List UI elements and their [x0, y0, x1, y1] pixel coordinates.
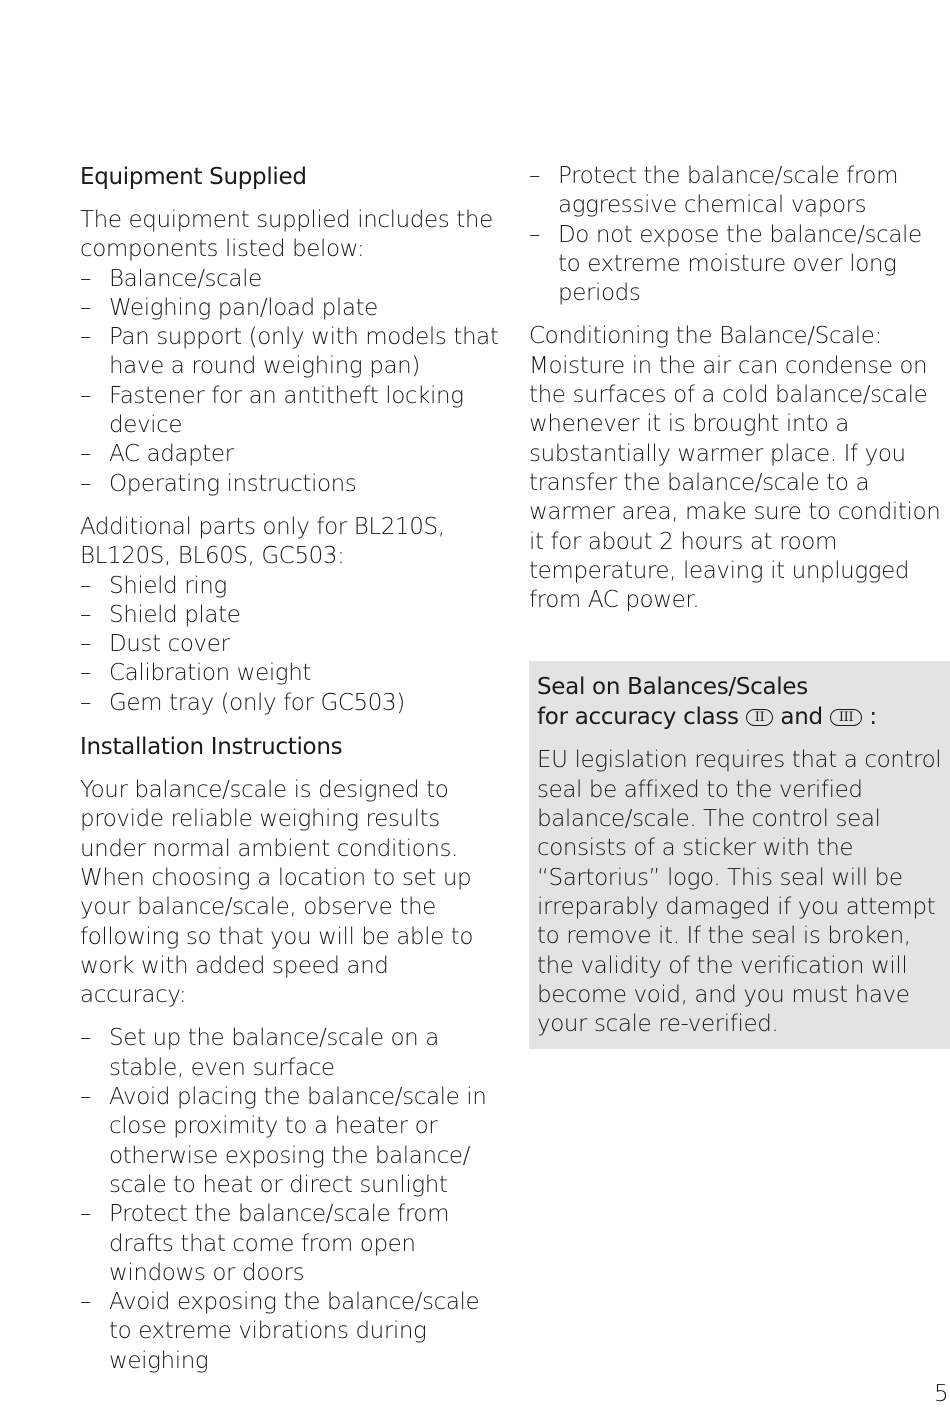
equipment-intro: The equipment supplied includes the components listed below:: [80, 207, 493, 263]
list-item: – Protect the balance/scale from drafts that come from open windows or doors: [80, 1200, 500, 1288]
list-item: – AC adapter: [80, 440, 500, 469]
seal-info-box: [529, 661, 950, 1049]
seal-heading-line1: Seal on Balances/Scales: [537, 674, 808, 701]
list-item: – Calibration weight: [80, 659, 500, 688]
additional-parts-intro: Additional parts only for BL210S, BL120S, BL60S, GC503:: [80, 513, 445, 570]
accuracy-class-ii-icon: II: [746, 709, 774, 726]
left-column: [80, 162, 500, 1390]
installation-heading: Installation Instructions: [80, 734, 343, 761]
precautions-list: [529, 162, 950, 308]
conditioning-text: Conditioning the Balance/Scale: Moisture in the air can condense on the surfaces of a cold balance/scale whenever it is brought into a substantially warmer place. If you transfer the balance/scale to a warmer area, make sure to condition it for about 2 hours at room temperature, leaving it unplugged from AC power.: [529, 323, 941, 614]
list-item: – Protect the balance/scale from aggressive chemical vapors: [529, 162, 950, 221]
list-item: – Fastener for an antitheft locking device: [80, 382, 500, 441]
equipment-list: [80, 265, 500, 499]
list-item: – Pan support (only with models that have a round weighing pan): [80, 323, 500, 382]
list-item: – Do not expose the balance/scale to extreme moisture over long periods: [529, 221, 950, 309]
list-item: – Operating instructions: [80, 470, 500, 499]
list-item: – Set up the balance/scale on a stable, even surface: [80, 1024, 500, 1083]
installation-list: [80, 1024, 500, 1376]
installation-text: Your balance/scale is designed to provide reliable weighing results under normal ambient conditions. When choosing a location to set up your balance/scale, observe the following so that you will be able to work with added speed and accuracy:: [80, 777, 474, 1009]
equipment-heading: Equipment Supplied: [80, 164, 307, 190]
seal-heading-and: and: [780, 703, 823, 730]
list-item: – Gem tray (only for GC503): [80, 689, 500, 718]
seal-heading-colon: :: [869, 703, 877, 730]
list-item: – Dust cover: [80, 630, 500, 659]
list-item: – Shield ring: [80, 572, 500, 601]
seal-text: EU legislation requires that a control seal be affixed to the verified balance/scale. The control seal consists of a sticker with the “Sartorius” logo. This seal will be irreparably damaged if you attempt to remove it. If the seal is broken, the validity of the verification will become void, and you must have your scale re-verified.: [537, 747, 942, 1038]
seal-heading-prefix: for accuracy class: [537, 703, 739, 730]
seal-heading: [537, 673, 950, 732]
right-column: [529, 162, 950, 1049]
list-item: – Avoid placing the balance/scale in close proximity to a heater or otherwise exposing the balance/ scale to heat or direct sunlight: [80, 1083, 500, 1200]
list-item: – Avoid exposing the balance/scale to extreme vibrations during weighing: [80, 1288, 500, 1376]
list-item: – Balance/scale: [80, 265, 500, 294]
list-item: – Weighing pan/load plate: [80, 294, 500, 323]
additional-parts-list: [80, 572, 500, 718]
list-item: – Shield plate: [80, 601, 500, 630]
accuracy-class-iii-icon: III: [830, 709, 863, 726]
page-number: 5: [934, 1381, 949, 1407]
